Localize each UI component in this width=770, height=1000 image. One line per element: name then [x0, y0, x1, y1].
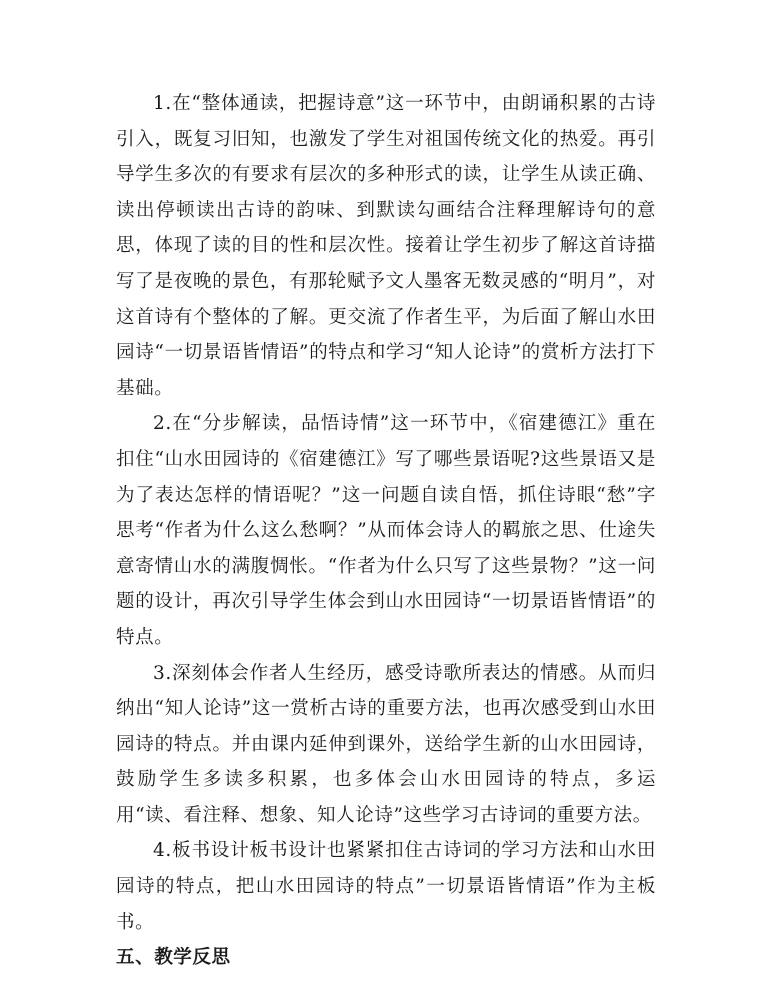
document-body — [116, 86, 656, 976]
paragraph-4: 4.板书设计板书设计也紧紧扣住古诗词的学习方法和山水田园诗的特点，把山水田园诗的特点”一切景语皆情语”作为主板书。 — [116, 840, 656, 933]
paragraph-3: 3.深刻体会作者人生经历，感受诗歌所表达的情感。从而归纳出“知人论诗”这一赏析古诗的重要方法，也再次感受到山水田园诗的特点。并由课内延伸到课外，送给学生新的山水田园诗，鼓励学生多读多积累，也多体会山水田园诗的特点，多运用“读、看注释、想象、知人论诗”这些学习古诗词的重要方法。 — [116, 662, 656, 826]
paragraph-2: 2.在“分步解读，品悟诗情”这一环节中，《宿建德江》重在扣住“山水田园诗的《宿建德江》写了哪些景语呢?这些景语又是为了表达怎样的情语呢？”这一问题自读自悟，抓住诗眼“愁”字思考“作者为什么这么愁啊？”从而体会诗人的羁旅之思、仕途失意寄情山水的满腹惆怅。“作者为什么只写了这些景物？”这一问题的设计，再次引导学生体会到山水田园诗“一切景语皆情语”的特点。 — [116, 413, 656, 648]
section-heading: 五、教学反思 — [116, 947, 231, 969]
paragraph-1: 1.在“整体通读，把握诗意”这一环节中，由朗诵积累的古诗引入，既复习旧知，也激发了学生对祖国传统文化的热爱。再引导学生多次的有要求有层次的多种形式的读，让学生从读正确、读出停顿读出古诗的韵味、到默读勾画结合注释理解诗句的意思，体现了读的目的性和层次性。接着让学生初步了解这首诗描写了是夜晚的景色，有那轮赋予文人墨客无数灵感的“明月”，对这首诗有个整体的了解。更交流了作者生平，为后面了解山水田园诗“一切景语皆情语”的特点和学习“知人论诗”的赏析方法打下基础。 — [116, 93, 656, 399]
